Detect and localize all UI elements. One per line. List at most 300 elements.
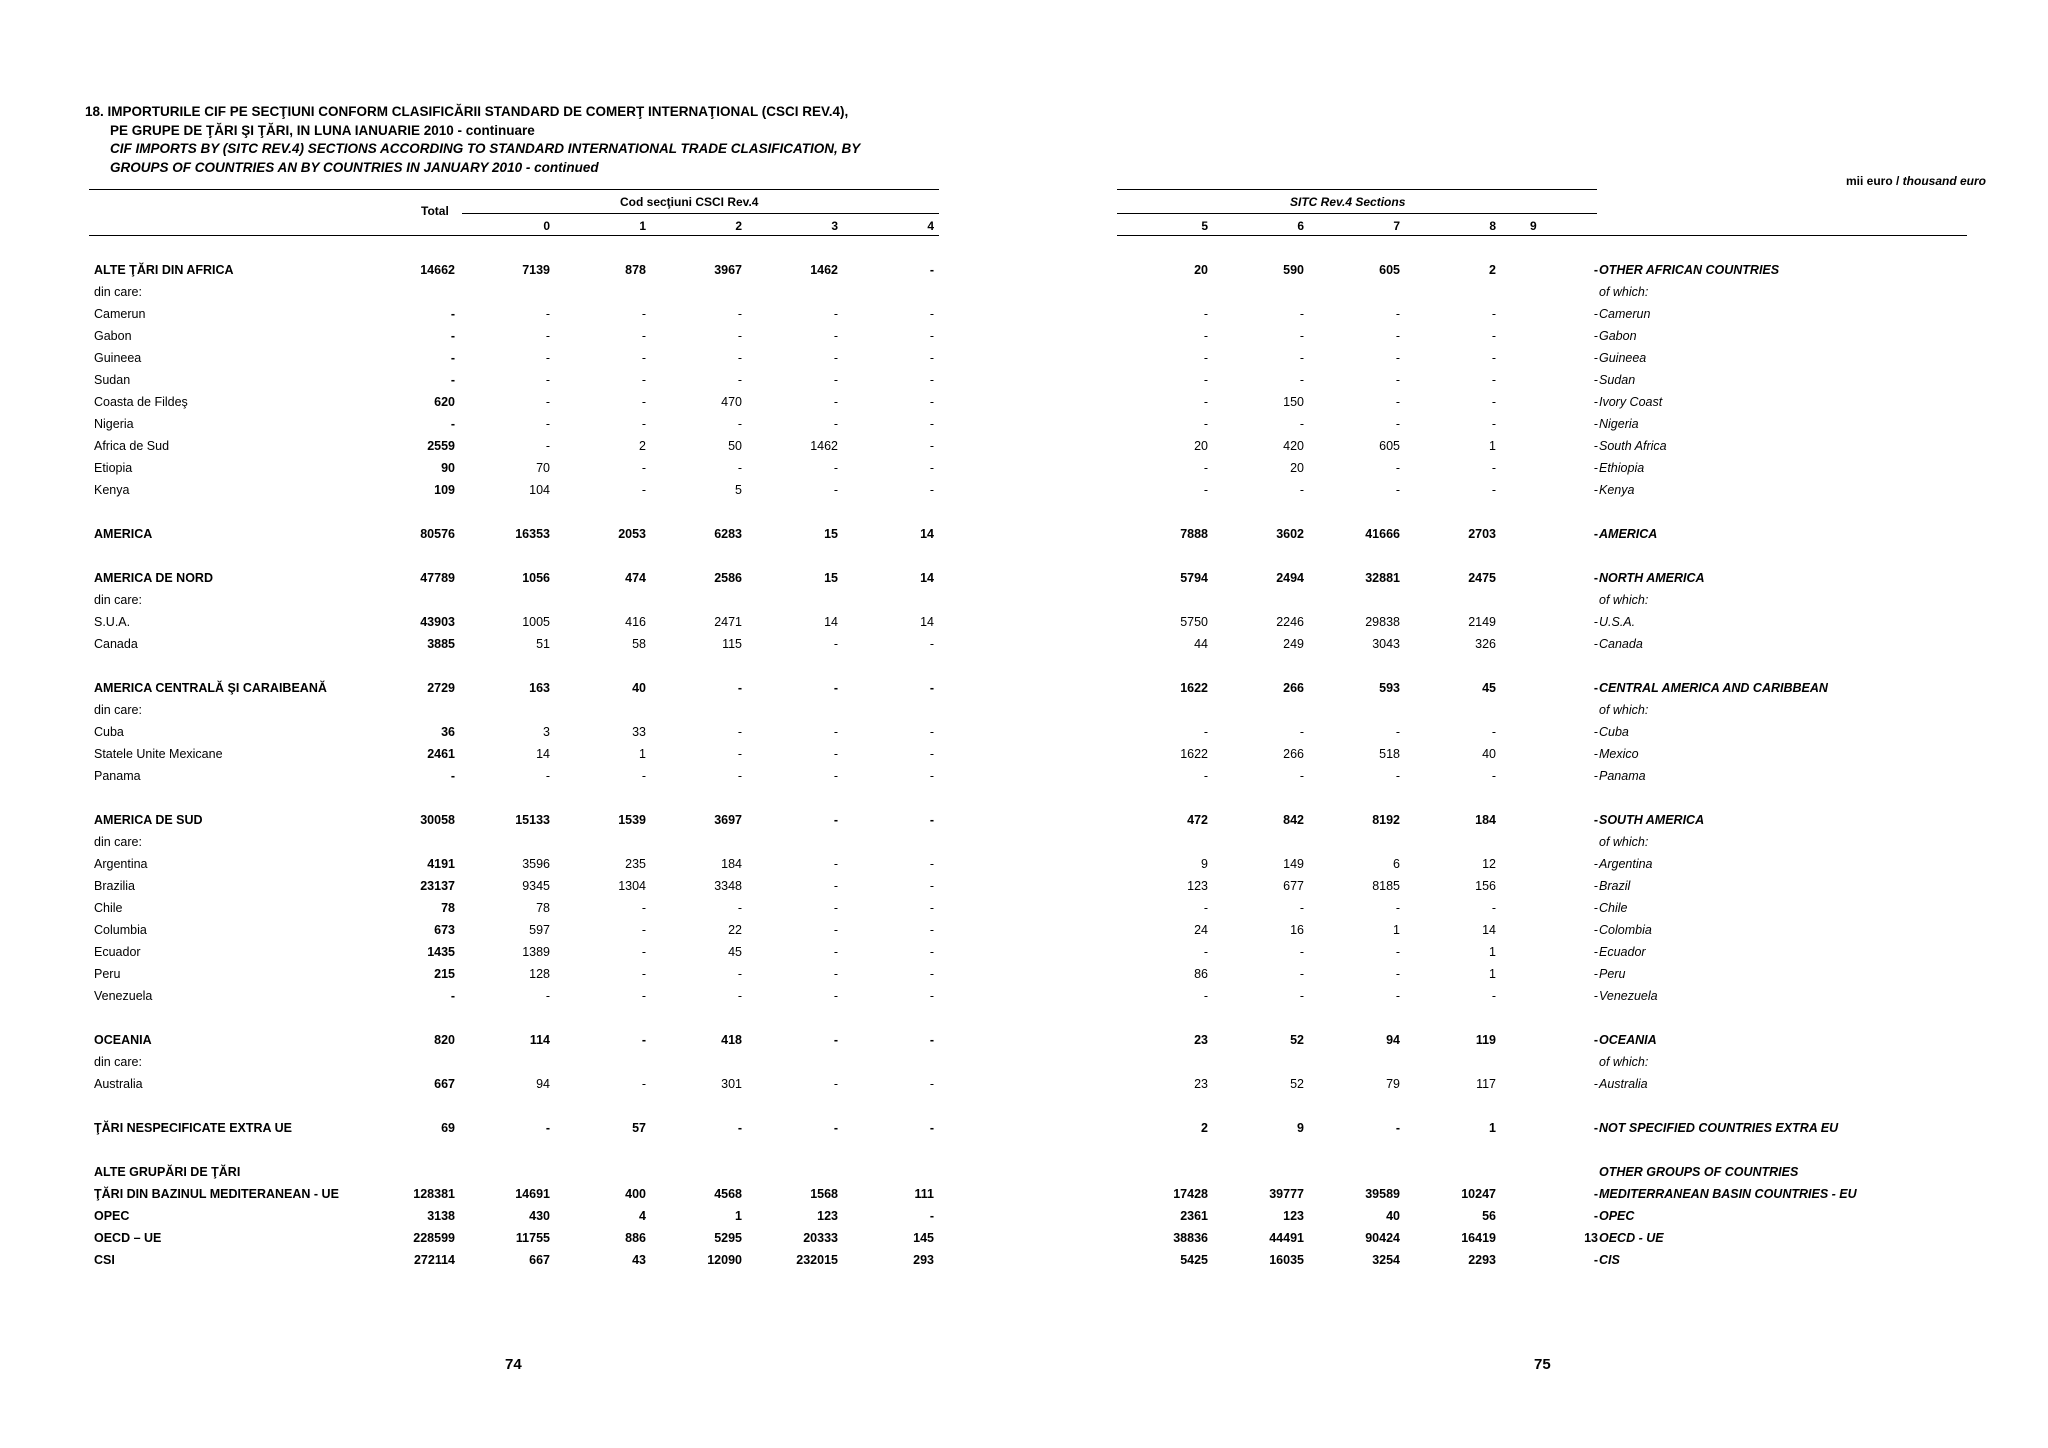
cell-value: - bbox=[1593, 395, 1598, 409]
cell-value: 123 bbox=[1283, 1209, 1304, 1223]
cell-value: 2471 bbox=[714, 615, 742, 629]
cell-value: 94 bbox=[1386, 1033, 1400, 1047]
row-label-en: Ecuador bbox=[1599, 945, 1646, 959]
cell-value: 266 bbox=[1283, 681, 1304, 695]
table-row bbox=[0, 285, 2048, 307]
row-label-ro: AMERICA bbox=[94, 527, 153, 541]
cell-value: 7139 bbox=[522, 263, 550, 277]
table-row bbox=[0, 439, 2048, 461]
header-cod-sectiuni: Cod secţiuni CSCI Rev.4 bbox=[620, 195, 759, 209]
cell-value: - bbox=[641, 945, 646, 959]
cell-value: - bbox=[1299, 417, 1304, 431]
cell-total: - bbox=[450, 307, 455, 321]
cell-value: 667 bbox=[529, 1253, 550, 1267]
cell-value: 1 bbox=[639, 747, 646, 761]
cell-value: - bbox=[641, 373, 646, 387]
cell-value: 470 bbox=[721, 395, 742, 409]
cell-value: - bbox=[833, 395, 838, 409]
cell-value: - bbox=[1395, 725, 1400, 739]
row-label-en: South Africa bbox=[1599, 439, 1667, 453]
table-row bbox=[0, 373, 2048, 395]
row-label-en: Panama bbox=[1599, 769, 1646, 783]
cell-value: - bbox=[641, 967, 646, 981]
cell-value: - bbox=[1491, 901, 1496, 915]
column-number: 9 bbox=[1530, 219, 1537, 233]
cell-value: - bbox=[1203, 329, 1208, 343]
cell-total: 620 bbox=[434, 395, 455, 409]
cell-value: 5425 bbox=[1180, 1253, 1208, 1267]
row-label-ro: AMERICA DE NORD bbox=[94, 571, 213, 585]
cell-value: - bbox=[1395, 483, 1400, 497]
cell-value: - bbox=[833, 1121, 838, 1135]
cell-value: 293 bbox=[913, 1253, 934, 1267]
cell-value: - bbox=[737, 329, 742, 343]
cell-value: - bbox=[929, 879, 934, 893]
cell-total: 47789 bbox=[420, 571, 455, 585]
cell-value: - bbox=[833, 351, 838, 365]
cell-value: - bbox=[929, 901, 934, 915]
cell-value: 50 bbox=[728, 439, 742, 453]
table-row bbox=[0, 681, 2048, 703]
cell-value: - bbox=[1593, 681, 1598, 695]
cell-value: - bbox=[929, 857, 934, 871]
cell-value: 145 bbox=[913, 1231, 934, 1245]
column-number: 7 bbox=[1393, 219, 1400, 233]
cell-value: - bbox=[833, 725, 838, 739]
row-label-ro: Ecuador bbox=[94, 945, 141, 959]
cell-value: - bbox=[1395, 307, 1400, 321]
column-number: 5 bbox=[1201, 219, 1208, 233]
cell-value: 1622 bbox=[1180, 681, 1208, 695]
table-row bbox=[0, 967, 2048, 989]
right-bottom-rule bbox=[1117, 235, 1967, 236]
cell-total: 43903 bbox=[420, 615, 455, 629]
cell-value: 1 bbox=[1489, 945, 1496, 959]
table-row bbox=[0, 901, 2048, 923]
cell-value: 1 bbox=[1489, 967, 1496, 981]
cell-value: 58 bbox=[632, 637, 646, 651]
cell-value: - bbox=[1593, 263, 1598, 277]
table-row bbox=[0, 1055, 2048, 1077]
cell-value: - bbox=[1593, 813, 1598, 827]
cell-value: - bbox=[1395, 901, 1400, 915]
table-row bbox=[0, 1187, 2048, 1209]
cell-value: 3602 bbox=[1276, 527, 1304, 541]
row-label-ro: Gabon bbox=[94, 329, 132, 343]
cell-value: - bbox=[1593, 439, 1598, 453]
cell-value: 605 bbox=[1379, 263, 1400, 277]
cell-value: - bbox=[737, 1121, 742, 1135]
cell-value: 1 bbox=[1489, 1121, 1496, 1135]
cell-value: 249 bbox=[1283, 637, 1304, 651]
cell-total: 228599 bbox=[413, 1231, 455, 1245]
cell-total: 667 bbox=[434, 1077, 455, 1091]
cell-total: 30058 bbox=[420, 813, 455, 827]
row-label-ro: din care: bbox=[94, 835, 142, 849]
cell-value: 40 bbox=[1386, 1209, 1400, 1223]
cell-value: - bbox=[1395, 945, 1400, 959]
cell-value: 2053 bbox=[618, 527, 646, 541]
cell-value: - bbox=[641, 307, 646, 321]
row-label-en: NORTH AMERICA bbox=[1599, 571, 1705, 585]
row-label-en: OPEC bbox=[1599, 1209, 1635, 1223]
header-total: Total bbox=[421, 204, 449, 218]
cell-value: 119 bbox=[1475, 1033, 1496, 1047]
cell-value: - bbox=[641, 901, 646, 915]
cell-value: - bbox=[929, 329, 934, 343]
cell-value: 20 bbox=[1194, 263, 1208, 277]
row-label-en: of which: bbox=[1599, 285, 1649, 299]
cell-value: 3254 bbox=[1372, 1253, 1400, 1267]
table-row bbox=[0, 1165, 2048, 1187]
cell-value: 8185 bbox=[1372, 879, 1400, 893]
row-label-ro: Guineea bbox=[94, 351, 142, 365]
cell-value: - bbox=[1593, 967, 1598, 981]
cell-value: 44 bbox=[1194, 637, 1208, 651]
row-label-ro: Coasta de Fildeş bbox=[94, 395, 188, 409]
cell-value: - bbox=[1299, 329, 1304, 343]
cell-value: 43 bbox=[632, 1253, 646, 1267]
cell-value: - bbox=[929, 417, 934, 431]
cell-value: 1568 bbox=[810, 1187, 838, 1201]
cell-value: 14 bbox=[536, 747, 550, 761]
header-sitc-sections: SITC Rev.4 Sections bbox=[1290, 195, 1406, 209]
cell-value: 123 bbox=[817, 1209, 838, 1223]
row-label-ro: Camerun bbox=[94, 307, 146, 321]
cell-value: - bbox=[929, 439, 934, 453]
row-label-en: Argentina bbox=[1599, 857, 1653, 871]
row-label-ro: din care: bbox=[94, 703, 142, 717]
cell-value: - bbox=[1299, 769, 1304, 783]
cell-total: 272114 bbox=[413, 1253, 455, 1267]
cell-value: 232015 bbox=[796, 1253, 838, 1267]
row-label-ro: Canada bbox=[94, 637, 138, 651]
cell-value: - bbox=[1203, 769, 1208, 783]
cell-value: 14 bbox=[1482, 923, 1496, 937]
cell-value: - bbox=[1593, 417, 1598, 431]
cell-value: - bbox=[929, 461, 934, 475]
cell-value: 2475 bbox=[1468, 571, 1496, 585]
cell-value: - bbox=[1593, 571, 1598, 585]
cell-value: - bbox=[929, 1121, 934, 1135]
table-row bbox=[0, 857, 2048, 879]
cell-value: - bbox=[1491, 461, 1496, 475]
cell-value: - bbox=[833, 923, 838, 937]
row-label-ro: OCEANIA bbox=[94, 1033, 152, 1047]
cell-value: - bbox=[1593, 329, 1598, 343]
cell-value: - bbox=[833, 483, 838, 497]
column-number: 8 bbox=[1489, 219, 1496, 233]
left-section-rule bbox=[462, 213, 939, 214]
row-label-en: Peru bbox=[1599, 967, 1626, 981]
cell-value: - bbox=[1203, 373, 1208, 387]
cell-value: 1539 bbox=[618, 813, 646, 827]
cell-total: - bbox=[450, 417, 455, 431]
row-label-en: Kenya bbox=[1599, 483, 1635, 497]
table-row bbox=[0, 615, 2048, 637]
cell-value: 3043 bbox=[1372, 637, 1400, 651]
row-label-en: Ivory Coast bbox=[1599, 395, 1663, 409]
cell-value: - bbox=[545, 329, 550, 343]
row-label-ro: Nigeria bbox=[94, 417, 134, 431]
cell-value: - bbox=[1203, 351, 1208, 365]
table-row bbox=[0, 835, 2048, 857]
row-label-en: OCEANIA bbox=[1599, 1033, 1657, 1047]
cell-value: 8192 bbox=[1372, 813, 1400, 827]
cell-value: - bbox=[1203, 945, 1208, 959]
cell-value: - bbox=[737, 351, 742, 365]
cell-value: - bbox=[929, 813, 934, 827]
row-label-ro: Panama bbox=[94, 769, 141, 783]
row-label-ro: Kenya bbox=[94, 483, 130, 497]
cell-value: - bbox=[737, 747, 742, 761]
cell-value: - bbox=[833, 1033, 838, 1047]
cell-total: 2729 bbox=[427, 681, 455, 695]
table-row bbox=[0, 527, 2048, 549]
cell-value: - bbox=[1593, 901, 1598, 915]
cell-value: - bbox=[929, 263, 934, 277]
cell-value: - bbox=[1593, 989, 1598, 1003]
cell-value: - bbox=[929, 483, 934, 497]
cell-value: - bbox=[929, 923, 934, 937]
cell-value: 115 bbox=[722, 637, 742, 651]
cell-value: 4 bbox=[639, 1209, 646, 1223]
table-row bbox=[0, 483, 2048, 505]
cell-value: - bbox=[929, 769, 934, 783]
table-row bbox=[0, 989, 2048, 1011]
cell-value: 597 bbox=[529, 923, 550, 937]
cell-value: 39777 bbox=[1269, 1187, 1304, 1201]
cell-value: 416 bbox=[625, 615, 646, 629]
cell-value: - bbox=[737, 967, 742, 981]
table-row bbox=[0, 1253, 2048, 1275]
cell-value: - bbox=[833, 857, 838, 871]
cell-value: - bbox=[929, 725, 934, 739]
cell-value: 5794 bbox=[1180, 571, 1208, 585]
cell-value: 52 bbox=[1290, 1077, 1304, 1091]
cell-value: - bbox=[1491, 307, 1496, 321]
cell-value: 23 bbox=[1194, 1033, 1208, 1047]
cell-value: - bbox=[929, 967, 934, 981]
cell-value: - bbox=[929, 1077, 934, 1091]
row-label-en: Guineea bbox=[1599, 351, 1647, 365]
cell-value: 117 bbox=[1476, 1077, 1496, 1091]
cell-value: - bbox=[737, 681, 742, 695]
cell-value: - bbox=[545, 989, 550, 1003]
right-top-rule bbox=[1117, 189, 1597, 190]
cell-value: 111 bbox=[914, 1187, 934, 1201]
cell-value: - bbox=[929, 307, 934, 321]
row-label-en: OTHER GROUPS OF COUNTRIES bbox=[1599, 1165, 1799, 1179]
table-row bbox=[0, 1231, 2048, 1253]
cell-value: 20 bbox=[1194, 439, 1208, 453]
cell-total: 673 bbox=[434, 923, 455, 937]
cell-value: 114 bbox=[529, 1033, 550, 1047]
cell-total: 90 bbox=[441, 461, 455, 475]
cell-total: 36 bbox=[441, 725, 455, 739]
cell-value: - bbox=[545, 373, 550, 387]
cell-value: - bbox=[929, 681, 934, 695]
right-section-rule bbox=[1117, 213, 1597, 214]
row-label-ro: CSI bbox=[94, 1253, 115, 1267]
cell-value: - bbox=[1593, 857, 1598, 871]
cell-value: 163 bbox=[529, 681, 550, 695]
table-row bbox=[0, 703, 2048, 725]
cell-value: 2 bbox=[1201, 1121, 1208, 1135]
cell-total: - bbox=[450, 989, 455, 1003]
cell-value: 10247 bbox=[1461, 1187, 1496, 1201]
column-number: 0 bbox=[543, 219, 550, 233]
cell-value: - bbox=[1491, 373, 1496, 387]
cell-value: 17428 bbox=[1173, 1187, 1208, 1201]
cell-value: 20333 bbox=[803, 1231, 838, 1245]
cell-value: - bbox=[1593, 769, 1598, 783]
cell-value: 605 bbox=[1379, 439, 1400, 453]
cell-value: 878 bbox=[625, 263, 646, 277]
cell-value: 32881 bbox=[1365, 571, 1400, 585]
table-row bbox=[0, 307, 2048, 329]
table-row bbox=[0, 1121, 2048, 1143]
row-label-ro: Africa de Sud bbox=[94, 439, 170, 453]
cell-value: 1622 bbox=[1180, 747, 1208, 761]
cell-value: - bbox=[929, 637, 934, 651]
cell-value: 57 bbox=[632, 1121, 646, 1135]
table-row bbox=[0, 1077, 2048, 1099]
cell-value: - bbox=[929, 395, 934, 409]
row-label-ro: Australia bbox=[94, 1077, 143, 1091]
title-ro-line1: 18. IMPORTURILE CIF PE SECŢIUNI CONFORM CLASIFICĂRII STANDARD DE COMERŢ INTERNAŢIONAL (CSCI REV.4), bbox=[85, 104, 849, 119]
row-label-en: Ethiopia bbox=[1599, 461, 1645, 475]
cell-value: - bbox=[1593, 747, 1598, 761]
cell-value: 29838 bbox=[1365, 615, 1400, 629]
cell-value: 2 bbox=[1489, 263, 1496, 277]
cell-value: 90424 bbox=[1365, 1231, 1400, 1245]
cell-value: 266 bbox=[1283, 747, 1304, 761]
row-label-en: Colombia bbox=[1599, 923, 1652, 937]
cell-total: 128381 bbox=[413, 1187, 455, 1201]
cell-value: - bbox=[1491, 769, 1496, 783]
cell-value: - bbox=[1203, 307, 1208, 321]
cell-value: - bbox=[1299, 725, 1304, 739]
cell-value: 24 bbox=[1194, 923, 1208, 937]
cell-value: - bbox=[833, 813, 838, 827]
cell-value: - bbox=[737, 373, 742, 387]
cell-value: - bbox=[1593, 483, 1598, 497]
cell-value: - bbox=[1395, 769, 1400, 783]
cell-value: 16035 bbox=[1269, 1253, 1304, 1267]
column-number: 6 bbox=[1297, 219, 1304, 233]
cell-value: 2361 bbox=[1180, 1209, 1208, 1223]
table-row bbox=[0, 461, 2048, 483]
unit-ro: mii euro / bbox=[1845, 174, 1900, 188]
cell-value: 3697 bbox=[714, 813, 742, 827]
cell-value: - bbox=[1593, 637, 1598, 651]
cell-value: 12090 bbox=[707, 1253, 742, 1267]
cell-value: - bbox=[641, 461, 646, 475]
cell-value: - bbox=[545, 1121, 550, 1135]
title-ro-line2: PE GRUPE DE ŢĂRI ŞI ŢĂRI, IN LUNA IANUARIE 2010 - continuare bbox=[110, 122, 535, 138]
cell-value: - bbox=[1299, 945, 1304, 959]
cell-total: 1435 bbox=[427, 945, 455, 959]
cell-value: 2149 bbox=[1468, 615, 1496, 629]
row-label-en: CIS bbox=[1599, 1253, 1620, 1267]
cell-value: - bbox=[1593, 923, 1598, 937]
cell-total: 2559 bbox=[427, 439, 455, 453]
table-row bbox=[0, 329, 2048, 351]
cell-value: 78 bbox=[536, 901, 550, 915]
cell-value: 1 bbox=[1393, 923, 1400, 937]
row-label-en: Canada bbox=[1599, 637, 1643, 651]
row-label-ro: Statele Unite Mexicane bbox=[94, 747, 223, 761]
cell-value: 7888 bbox=[1180, 527, 1208, 541]
cell-value: - bbox=[1395, 373, 1400, 387]
cell-value: 1389 bbox=[522, 945, 550, 959]
row-label-ro: Venezuela bbox=[94, 989, 153, 1003]
cell-value: - bbox=[1203, 483, 1208, 497]
table-row bbox=[0, 769, 2048, 791]
cell-value: 3967 bbox=[714, 263, 742, 277]
row-label-ro: Sudan bbox=[94, 373, 131, 387]
row-label-en: CENTRAL AMERICA AND CARIBBEAN bbox=[1599, 681, 1828, 695]
cell-value: 44491 bbox=[1269, 1231, 1304, 1245]
cell-value: - bbox=[1491, 395, 1496, 409]
cell-value: - bbox=[833, 417, 838, 431]
column-number: 1 bbox=[639, 219, 646, 233]
cell-value: - bbox=[641, 923, 646, 937]
row-label-en: Australia bbox=[1599, 1077, 1648, 1091]
cell-value: - bbox=[1491, 725, 1496, 739]
cell-value: 184 bbox=[1475, 813, 1496, 827]
cell-value: - bbox=[1593, 1253, 1598, 1267]
cell-value: - bbox=[1491, 351, 1496, 365]
table-title bbox=[85, 103, 860, 177]
cell-value: - bbox=[641, 769, 646, 783]
table-row bbox=[0, 417, 2048, 439]
cell-value: - bbox=[641, 1077, 646, 1091]
row-label-ro: Columbia bbox=[94, 923, 147, 937]
left-top-rule bbox=[89, 189, 939, 190]
cell-value: - bbox=[1203, 395, 1208, 409]
cell-value: - bbox=[929, 373, 934, 387]
cell-value: - bbox=[737, 461, 742, 475]
table-row bbox=[0, 1209, 2048, 1231]
cell-value: - bbox=[1395, 417, 1400, 431]
cell-value: - bbox=[1395, 461, 1400, 475]
cell-value: 156 bbox=[1475, 879, 1496, 893]
cell-value: 1462 bbox=[810, 263, 838, 277]
table-row bbox=[0, 945, 2048, 967]
cell-value: - bbox=[833, 967, 838, 981]
cell-value: - bbox=[545, 395, 550, 409]
cell-value: - bbox=[929, 351, 934, 365]
cell-total: 23137 bbox=[420, 879, 455, 893]
row-label-ro: Etiopia bbox=[94, 461, 133, 475]
cell-total: 3885 bbox=[427, 637, 455, 651]
table-row bbox=[0, 593, 2048, 615]
cell-value: 14691 bbox=[515, 1187, 550, 1201]
cell-value: 149 bbox=[1283, 857, 1304, 871]
column-number: 3 bbox=[831, 219, 838, 233]
cell-value: 184 bbox=[721, 857, 742, 871]
cell-value: 16353 bbox=[515, 527, 550, 541]
cell-value: - bbox=[1491, 329, 1496, 343]
row-label-ro: ŢĂRI NESPECIFICATE EXTRA UE bbox=[94, 1121, 292, 1135]
cell-value: - bbox=[641, 417, 646, 431]
cell-total: - bbox=[450, 769, 455, 783]
cell-value: - bbox=[641, 329, 646, 343]
row-label-en: AMERICA bbox=[1599, 527, 1658, 541]
cell-value: 418 bbox=[721, 1033, 742, 1047]
